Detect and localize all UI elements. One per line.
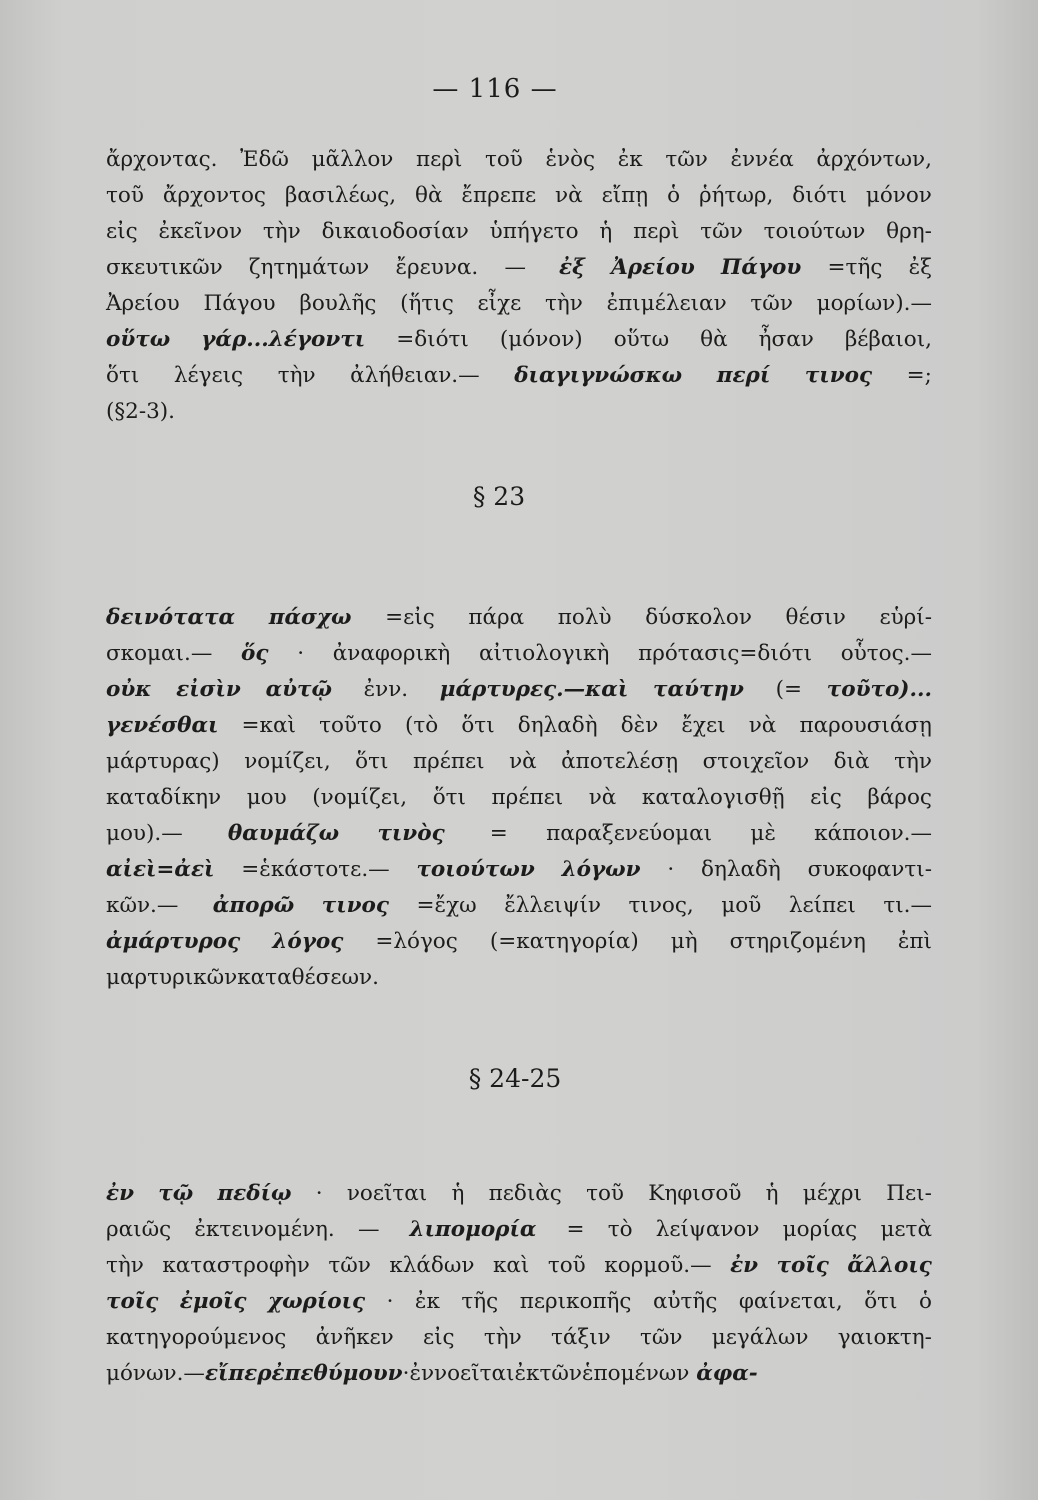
text-word: βασιλέως, bbox=[284, 183, 397, 208]
text-word: ἐπιμέλειαν bbox=[606, 291, 727, 316]
text-word: · bbox=[315, 1181, 323, 1206]
glossary-term: ἀπορῶ bbox=[212, 893, 295, 918]
text-word: Κηφισοῦ bbox=[648, 1181, 742, 1206]
text-word: ἐκ bbox=[617, 147, 643, 172]
text-word: λείψανον bbox=[655, 1217, 760, 1242]
text-word: (=κατηγορία) bbox=[489, 929, 639, 954]
text-word: τὴν bbox=[106, 1253, 144, 1278]
text-word: ὁ bbox=[918, 1289, 932, 1314]
text-word: παραξενεύομαι bbox=[546, 821, 713, 846]
text-word: εἴπῃ bbox=[601, 183, 649, 208]
text-word: ὑπήγετο bbox=[489, 219, 579, 244]
text-word: ἑπομένων bbox=[581, 1361, 697, 1386]
glossary-term: Ἀρείου bbox=[611, 255, 695, 280]
text-word: νὰ bbox=[555, 183, 583, 208]
section-heading-24-25: § 24-25 bbox=[468, 1064, 562, 1093]
text-word: κάποιον.— bbox=[814, 821, 932, 846]
text-word: ἦσαν bbox=[758, 327, 814, 352]
text-word: βέβαιοι, bbox=[844, 327, 932, 352]
text-word: τῆς bbox=[461, 1289, 499, 1314]
text-word: ἀνῆκεν bbox=[315, 1325, 394, 1350]
text-line bbox=[106, 924, 932, 960]
text-word: θέσιν bbox=[785, 605, 846, 630]
text-word: (ἥτις bbox=[400, 291, 454, 316]
text-word: αἰτιολογικὴ bbox=[478, 641, 610, 666]
text-word: ἐπὶ bbox=[897, 929, 932, 954]
text-word: εἰς bbox=[106, 219, 138, 244]
glossary-term: τοῖς bbox=[106, 1289, 159, 1314]
text-word: μᾶλλον bbox=[311, 147, 394, 172]
text-word: μόνον bbox=[865, 183, 932, 208]
text-word: τὴν bbox=[277, 363, 316, 388]
glossary-term: δεινότατα bbox=[106, 605, 236, 630]
text-word: ἐκ bbox=[514, 1361, 540, 1386]
text-word: μου).— bbox=[106, 821, 190, 846]
paragraph-section-23 bbox=[106, 600, 932, 996]
text-line bbox=[106, 672, 932, 708]
text-line bbox=[106, 888, 932, 924]
text-word: καταθέσεων. bbox=[237, 965, 379, 990]
text-word: (νομίζει, bbox=[312, 785, 408, 810]
text-line bbox=[106, 1248, 932, 1284]
text-word: =εἰς bbox=[385, 605, 435, 630]
text-word: τῶν bbox=[665, 147, 708, 172]
text-word: σκομαι.— bbox=[106, 641, 213, 666]
text-word: τὸ bbox=[607, 1217, 633, 1242]
glossary-term: ἐν bbox=[106, 1181, 134, 1206]
text-word: ἡ bbox=[451, 1181, 465, 1206]
text-line bbox=[106, 816, 932, 852]
text-word: =διότι bbox=[396, 327, 469, 352]
glossary-term: χωρίοις bbox=[267, 1289, 366, 1314]
text-word: =λόγος bbox=[375, 929, 458, 954]
text-word: ἔλλειψίν bbox=[504, 893, 601, 918]
text-word: Ἐδῶ bbox=[240, 147, 289, 172]
text-word: ὅτι bbox=[355, 749, 389, 774]
text-word: κορμοῦ.— bbox=[604, 1253, 712, 1278]
text-word: = bbox=[559, 1217, 585, 1242]
text-line bbox=[106, 1176, 932, 1212]
text-word: μοῦ bbox=[721, 893, 762, 918]
text-word: θρη- bbox=[886, 219, 932, 244]
text-word: δύσκολον bbox=[645, 605, 752, 630]
glossary-term: οὕτω bbox=[106, 327, 171, 352]
text-word: φαίνεται, bbox=[738, 1289, 843, 1314]
text-word: 2-3). bbox=[125, 399, 175, 424]
text-line bbox=[106, 394, 932, 430]
text-word: πρέπει bbox=[412, 749, 485, 774]
text-word: διὰ bbox=[833, 749, 870, 774]
text-word: ἐκ bbox=[414, 1289, 440, 1314]
text-line bbox=[106, 744, 932, 780]
text-word: ραιῶς bbox=[106, 1217, 172, 1242]
text-word: τι.— bbox=[883, 893, 932, 918]
text-word: τῶν bbox=[328, 1253, 371, 1278]
text-word: τοιούτων bbox=[763, 219, 866, 244]
text-word: · bbox=[667, 857, 675, 882]
text-word: τῶν bbox=[700, 219, 743, 244]
text-line bbox=[106, 636, 932, 672]
text-word: πεδιὰς bbox=[488, 1181, 562, 1206]
text-word: τοῦ bbox=[586, 1181, 625, 1206]
text-word: ὅτι bbox=[106, 363, 140, 388]
text-word: κῶν.— bbox=[106, 893, 186, 918]
text-word: =ἔχω bbox=[416, 893, 477, 918]
text-line bbox=[106, 250, 932, 286]
glossary-term: λόγος bbox=[272, 929, 344, 954]
text-word: μορίας bbox=[782, 1217, 858, 1242]
text-word: · bbox=[386, 1289, 394, 1314]
text-word: νὰ bbox=[509, 749, 537, 774]
text-word: ἐξ bbox=[908, 255, 932, 280]
text-word: · bbox=[297, 641, 305, 666]
text-word: = bbox=[482, 821, 508, 846]
glossary-term: γενέσθαι bbox=[106, 713, 219, 738]
text-word: μόνων.— bbox=[106, 1361, 205, 1386]
text-word: ὁ bbox=[667, 183, 681, 208]
glossary-term: θαυμάζω bbox=[227, 821, 340, 846]
text-word: ὅτι bbox=[864, 1289, 898, 1314]
glossary-term: ἐπεθύμουν bbox=[271, 1361, 403, 1386]
glossary-term: ἐξ bbox=[559, 255, 585, 280]
text-word: ἐννέα bbox=[730, 147, 794, 172]
text-word: μὴ bbox=[670, 929, 698, 954]
text-word: ἡ bbox=[599, 219, 613, 244]
text-word: οὗτος.— bbox=[840, 641, 932, 666]
text-word: θὰ bbox=[700, 327, 728, 352]
glossary-term: τοῖς bbox=[776, 1253, 829, 1278]
text-word: λείπει bbox=[788, 893, 856, 918]
text-word: εἰς bbox=[422, 1325, 455, 1350]
text-word: εἶχε bbox=[477, 291, 522, 316]
text-word: νομίζει, bbox=[244, 749, 331, 774]
glossary-term: τινος bbox=[321, 893, 389, 918]
text-line bbox=[106, 322, 932, 358]
glossary-term: τῷ bbox=[158, 1181, 194, 1206]
text-word: τὴν bbox=[483, 1325, 522, 1350]
glossary-term: λόγων bbox=[561, 857, 641, 882]
text-word: — bbox=[504, 255, 533, 280]
glossary-term: ταύτην bbox=[653, 677, 744, 702]
text-line bbox=[106, 780, 932, 816]
glossary-term: εἴπερ bbox=[204, 1361, 272, 1386]
text-word: ζητημάτων bbox=[248, 255, 370, 280]
text-word: ἐννοεῖται bbox=[409, 1361, 515, 1386]
text-word: ἐκτεινομένη. bbox=[194, 1217, 335, 1242]
text-line bbox=[106, 358, 932, 394]
text-word: ἡ bbox=[765, 1181, 779, 1206]
text-line bbox=[106, 1212, 932, 1248]
text-line bbox=[106, 708, 932, 744]
text-word: στοιχεῖον bbox=[702, 749, 810, 774]
text-word: τοῦ bbox=[106, 183, 144, 208]
text-word: Πάγου bbox=[203, 291, 276, 316]
text-word: πρέπει bbox=[491, 785, 564, 810]
text-word: (§ bbox=[106, 399, 126, 424]
text-word: — bbox=[357, 1217, 387, 1242]
text-word: μὲ bbox=[750, 821, 776, 846]
text-word: ἐκεῖνον bbox=[158, 219, 243, 244]
glossary-term: οὐκ bbox=[106, 677, 152, 702]
text-word: συκοφαντι- bbox=[807, 857, 932, 882]
glossary-term: εἰσὶν bbox=[176, 677, 241, 702]
glossary-term: τοῦτο)... bbox=[826, 677, 932, 702]
glossary-term: τοιούτων bbox=[416, 857, 535, 882]
text-word: ἀναφορικὴ bbox=[332, 641, 451, 666]
text-word: ὅτι bbox=[432, 785, 466, 810]
text-word: πολὺ bbox=[557, 605, 612, 630]
text-word: σκευτικῶν bbox=[106, 255, 223, 280]
text-word: τάξιν bbox=[550, 1325, 611, 1350]
text-word: καταστροφὴν bbox=[162, 1253, 310, 1278]
text-word: (μόνον) bbox=[499, 327, 583, 352]
text-word: =καὶ bbox=[241, 713, 296, 738]
text-line bbox=[106, 142, 932, 178]
text-line bbox=[106, 286, 932, 322]
text-word: τοῦ bbox=[547, 1253, 586, 1278]
text-word: ἀποτελέσῃ bbox=[561, 749, 679, 774]
text-word: καὶ bbox=[492, 1253, 530, 1278]
text-line bbox=[106, 1356, 932, 1392]
text-word: γαιοκτη- bbox=[837, 1325, 932, 1350]
glossary-term: ἄλλοις bbox=[847, 1253, 932, 1278]
glossary-term: περί bbox=[716, 363, 771, 388]
glossary-term: ἐν bbox=[730, 1253, 759, 1278]
text-line bbox=[106, 1284, 932, 1320]
text-word: (= bbox=[768, 677, 802, 702]
text-word: τὴν bbox=[262, 219, 301, 244]
text-word: δικαιοδοσίαν bbox=[321, 219, 469, 244]
page-number: — 116 — bbox=[432, 74, 558, 104]
text-word: νοεῖται bbox=[346, 1181, 428, 1206]
text-word: τὴν bbox=[545, 291, 583, 316]
text-word: θὰ bbox=[415, 183, 443, 208]
text-word: ἔπρεπε bbox=[461, 183, 537, 208]
text-word: (τὸ bbox=[404, 713, 439, 738]
text-word: περικοπῆς bbox=[519, 1289, 632, 1314]
text-word: μου bbox=[246, 785, 287, 810]
text-word: βάρος bbox=[867, 785, 932, 810]
text-word: περὶ bbox=[415, 147, 463, 172]
text-word: τῶν bbox=[639, 1325, 683, 1350]
text-word: δηλαδὴ bbox=[701, 857, 781, 882]
glossary-term: ὅς bbox=[241, 641, 269, 666]
text-line bbox=[106, 852, 932, 888]
text-word: ἄρχοντας. bbox=[106, 147, 218, 172]
text-word: Ἀρείου bbox=[106, 291, 180, 316]
text-word: · bbox=[402, 1361, 410, 1386]
text-word: μετὰ bbox=[880, 1217, 932, 1242]
glossary-term: τινος bbox=[804, 363, 873, 388]
text-word: αὐτῆς bbox=[652, 1289, 718, 1314]
glossary-term: αὐτῷ bbox=[265, 677, 332, 702]
paragraph-section-24-25 bbox=[106, 1176, 932, 1392]
text-word: παρουσιάσῃ bbox=[799, 713, 932, 738]
paragraph-continuation bbox=[106, 142, 932, 430]
text-word: ἀλήθειαν.— bbox=[350, 363, 480, 388]
glossary-term: τινὸς bbox=[377, 821, 445, 846]
text-word: τῶν bbox=[750, 291, 793, 316]
text-word: =; bbox=[906, 363, 932, 388]
text-line bbox=[106, 178, 932, 214]
text-word: ἄρχοντος bbox=[162, 183, 266, 208]
text-word: στηριζομένη bbox=[729, 929, 866, 954]
text-word: εἰς bbox=[810, 785, 842, 810]
text-word: =τῆς bbox=[827, 255, 883, 280]
text-line bbox=[106, 214, 932, 250]
glossary-term: αἰεὶ=ἀεὶ bbox=[106, 857, 215, 882]
glossary-term: μάρτυρες.—καὶ bbox=[439, 677, 629, 702]
text-word: μαρτυρικῶν bbox=[106, 965, 238, 990]
glossary-term: Πάγου bbox=[721, 255, 802, 280]
text-word: ἔρευνα. bbox=[395, 255, 479, 280]
glossary-term: ἀμάρτυρος bbox=[106, 929, 241, 954]
text-word: μεγάλων bbox=[711, 1325, 809, 1350]
text-word: τινος, bbox=[628, 893, 694, 918]
text-line bbox=[106, 1320, 932, 1356]
text-word: ὅτι bbox=[461, 713, 495, 738]
text-word: κλάδων bbox=[389, 1253, 475, 1278]
text-word: ἐνν. bbox=[356, 677, 415, 702]
text-word: δηλαδὴ bbox=[517, 713, 598, 738]
text-word: τῶν bbox=[539, 1361, 582, 1386]
text-word: τὴν bbox=[894, 749, 932, 774]
glossary-term: ἐμοῖς bbox=[179, 1289, 247, 1314]
text-word: περὶ bbox=[633, 219, 680, 244]
text-line bbox=[106, 600, 932, 636]
text-line bbox=[106, 960, 932, 996]
text-word: ἀρχόντων, bbox=[816, 147, 932, 172]
text-word: διότι bbox=[792, 183, 847, 208]
glossary-term: πάσχω bbox=[268, 605, 352, 630]
text-word: τοῦ bbox=[484, 147, 523, 172]
glossary-term: γάρ...λέγοντι bbox=[201, 327, 366, 352]
text-word: καταδίκην bbox=[106, 785, 222, 810]
text-word: ἔχει bbox=[681, 713, 726, 738]
text-word: ἑνὸς bbox=[545, 147, 596, 172]
glossary-term: ἀφα- bbox=[696, 1361, 758, 1386]
text-word: δὲν bbox=[620, 713, 659, 738]
text-word: οὕτω bbox=[613, 327, 670, 352]
text-word: εὑρί- bbox=[879, 605, 932, 630]
text-word: πρότασις=διότι bbox=[638, 641, 813, 666]
text-word: καταλογισθῇ bbox=[641, 785, 785, 810]
section-heading-23: § 23 bbox=[472, 482, 526, 511]
text-word: μορίων).— bbox=[816, 291, 932, 316]
text-word: νὰ bbox=[588, 785, 617, 810]
text-word: πάρα bbox=[468, 605, 525, 630]
glossary-term: λιπομορία bbox=[409, 1217, 537, 1242]
text-word: νὰ bbox=[748, 713, 777, 738]
text-word: τοῦτο bbox=[319, 713, 382, 738]
text-word: μέχρι bbox=[802, 1181, 862, 1206]
text-word: λέγεις bbox=[173, 363, 244, 388]
text-word: κατηγορούμενος bbox=[106, 1325, 287, 1350]
glossary-term: πεδίῳ bbox=[217, 1181, 292, 1206]
glossary-term: διαγιγνώσκω bbox=[514, 363, 683, 388]
text-word: Πει- bbox=[886, 1181, 932, 1206]
text-word: βουλῆς bbox=[299, 291, 377, 316]
text-word: =ἑκάστοτε.— bbox=[241, 857, 390, 882]
text-word: ῥήτωρ, bbox=[698, 183, 774, 208]
text-word: μάρτυρας) bbox=[106, 749, 220, 774]
